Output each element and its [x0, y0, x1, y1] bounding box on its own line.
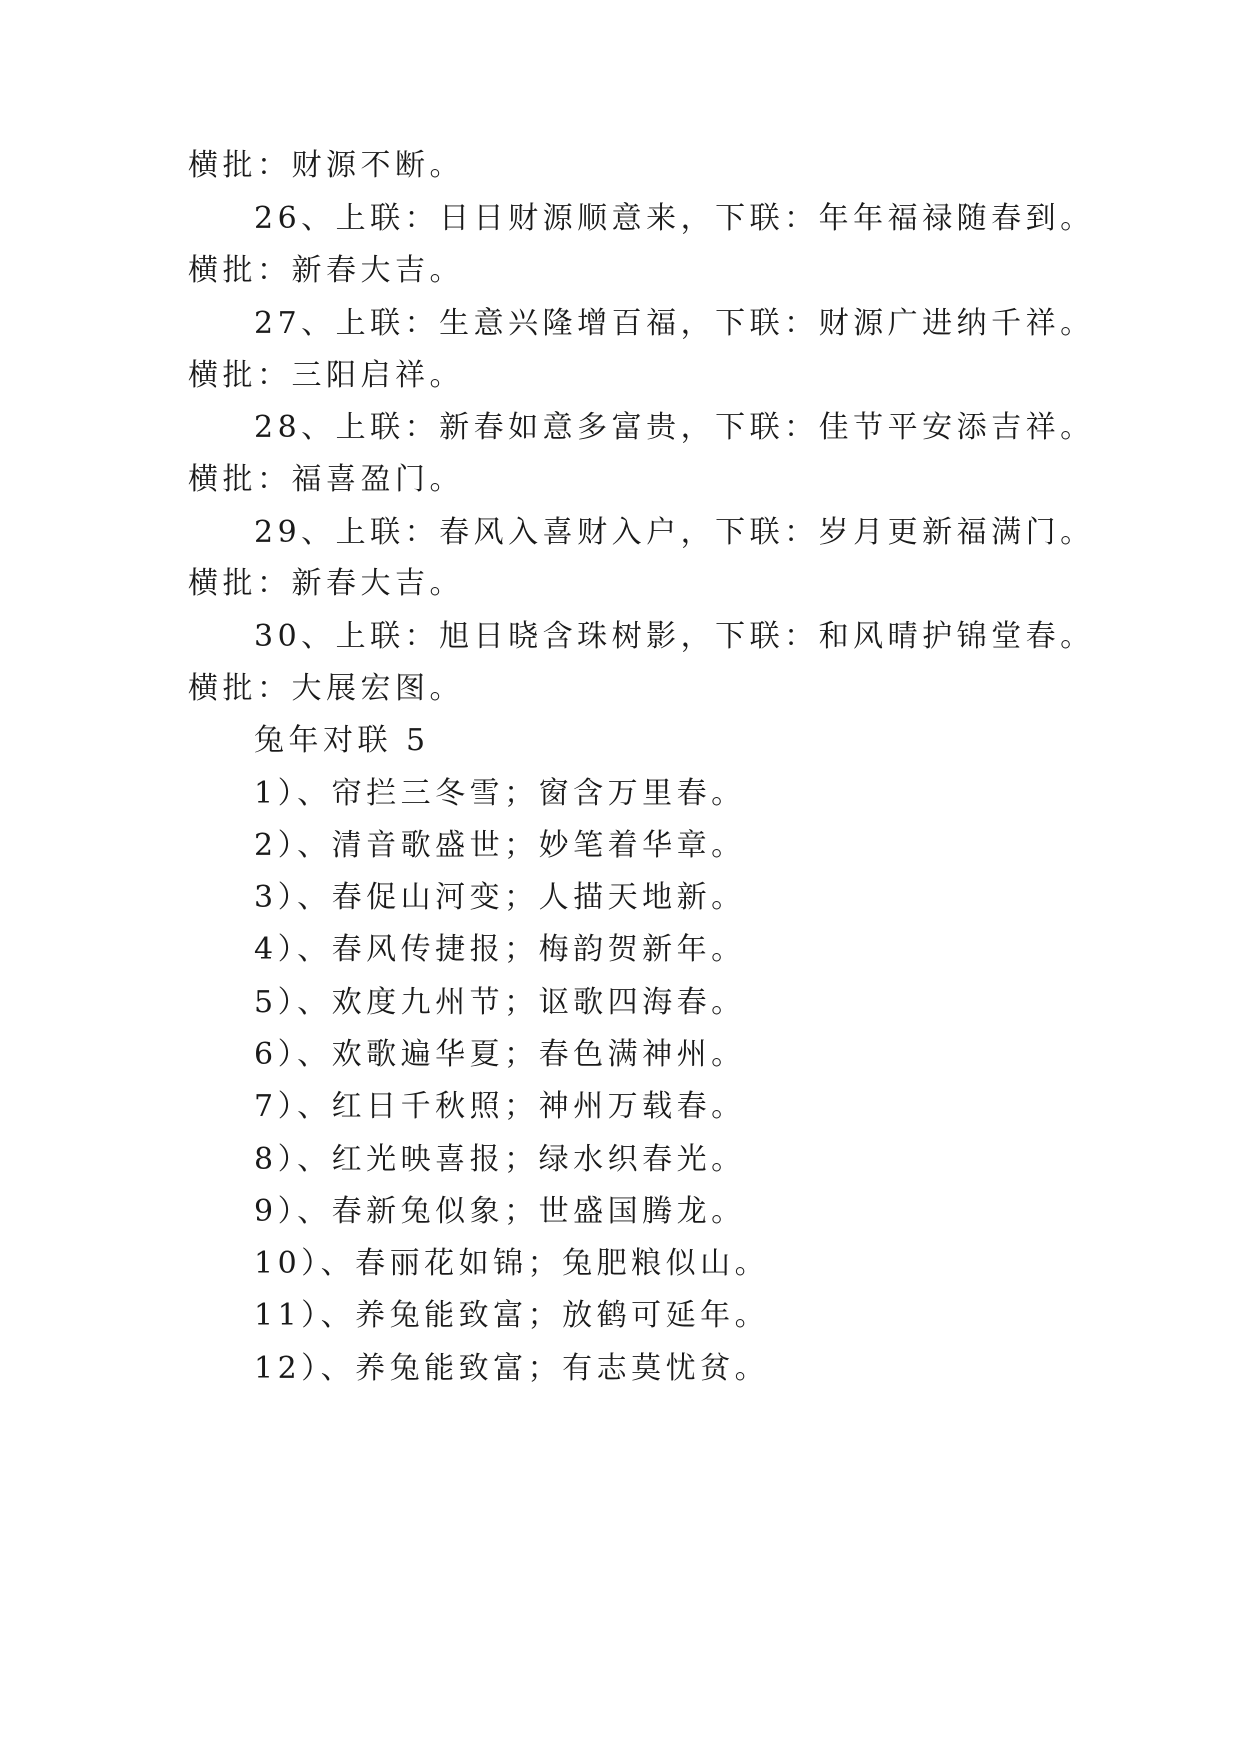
list-item: 5）、欢度九州节；讴歌四海春。 [254, 985, 746, 1020]
text-line: 横批：新春大吉。 [188, 566, 464, 601]
section-heading: 兔年对联 5 [254, 723, 430, 758]
text-line: 26、上联：日日财源顺意来，下联：年年福禄随春到。 [254, 201, 1095, 236]
text-line: 28、上联：新春如意多富贵，下联：佳节平安添吉祥。 [254, 410, 1095, 445]
list-item: 7）、红日千秋照；神州万载春。 [254, 1089, 746, 1124]
text-line: 横批：大展宏图。 [188, 671, 464, 706]
list-item: 10）、春丽花如锦；兔肥粮似山。 [254, 1246, 770, 1281]
list-item: 1）、帘拦三冬雪；窗含万里春。 [254, 776, 746, 811]
list-item: 12）、养兔能致富；有志莫忧贫。 [254, 1351, 770, 1386]
list-item: 2）、清音歌盛世；妙笔着华章。 [254, 828, 746, 863]
text-line: 横批：三阳启祥。 [188, 358, 464, 393]
list-item: 8）、红光映喜报；绿水织春光。 [254, 1142, 746, 1177]
text-line: 29、上联：春风入喜财入户，下联：岁月更新福满门。 [254, 515, 1095, 550]
text-line: 横批：福喜盈门。 [188, 462, 464, 497]
text-line: 27、上联：生意兴隆增百福，下联：财源广进纳千祥。 [254, 306, 1095, 341]
list-item: 4）、春风传捷报；梅韵贺新年。 [254, 932, 746, 967]
list-item: 9）、春新兔似象；世盛国腾龙。 [254, 1194, 746, 1229]
text-line: 横批：财源不断。 [188, 148, 464, 183]
list-item: 11）、养兔能致富；放鹤可延年。 [254, 1298, 770, 1333]
text-line: 横批：新春大吉。 [188, 253, 464, 288]
list-item: 6）、欢歌遍华夏；春色满神州。 [254, 1037, 746, 1072]
list-item: 3）、春促山河变；人描天地新。 [254, 880, 746, 915]
text-line: 30、上联：旭日晓含珠树影，下联：和风晴护锦堂春。 [254, 619, 1095, 654]
